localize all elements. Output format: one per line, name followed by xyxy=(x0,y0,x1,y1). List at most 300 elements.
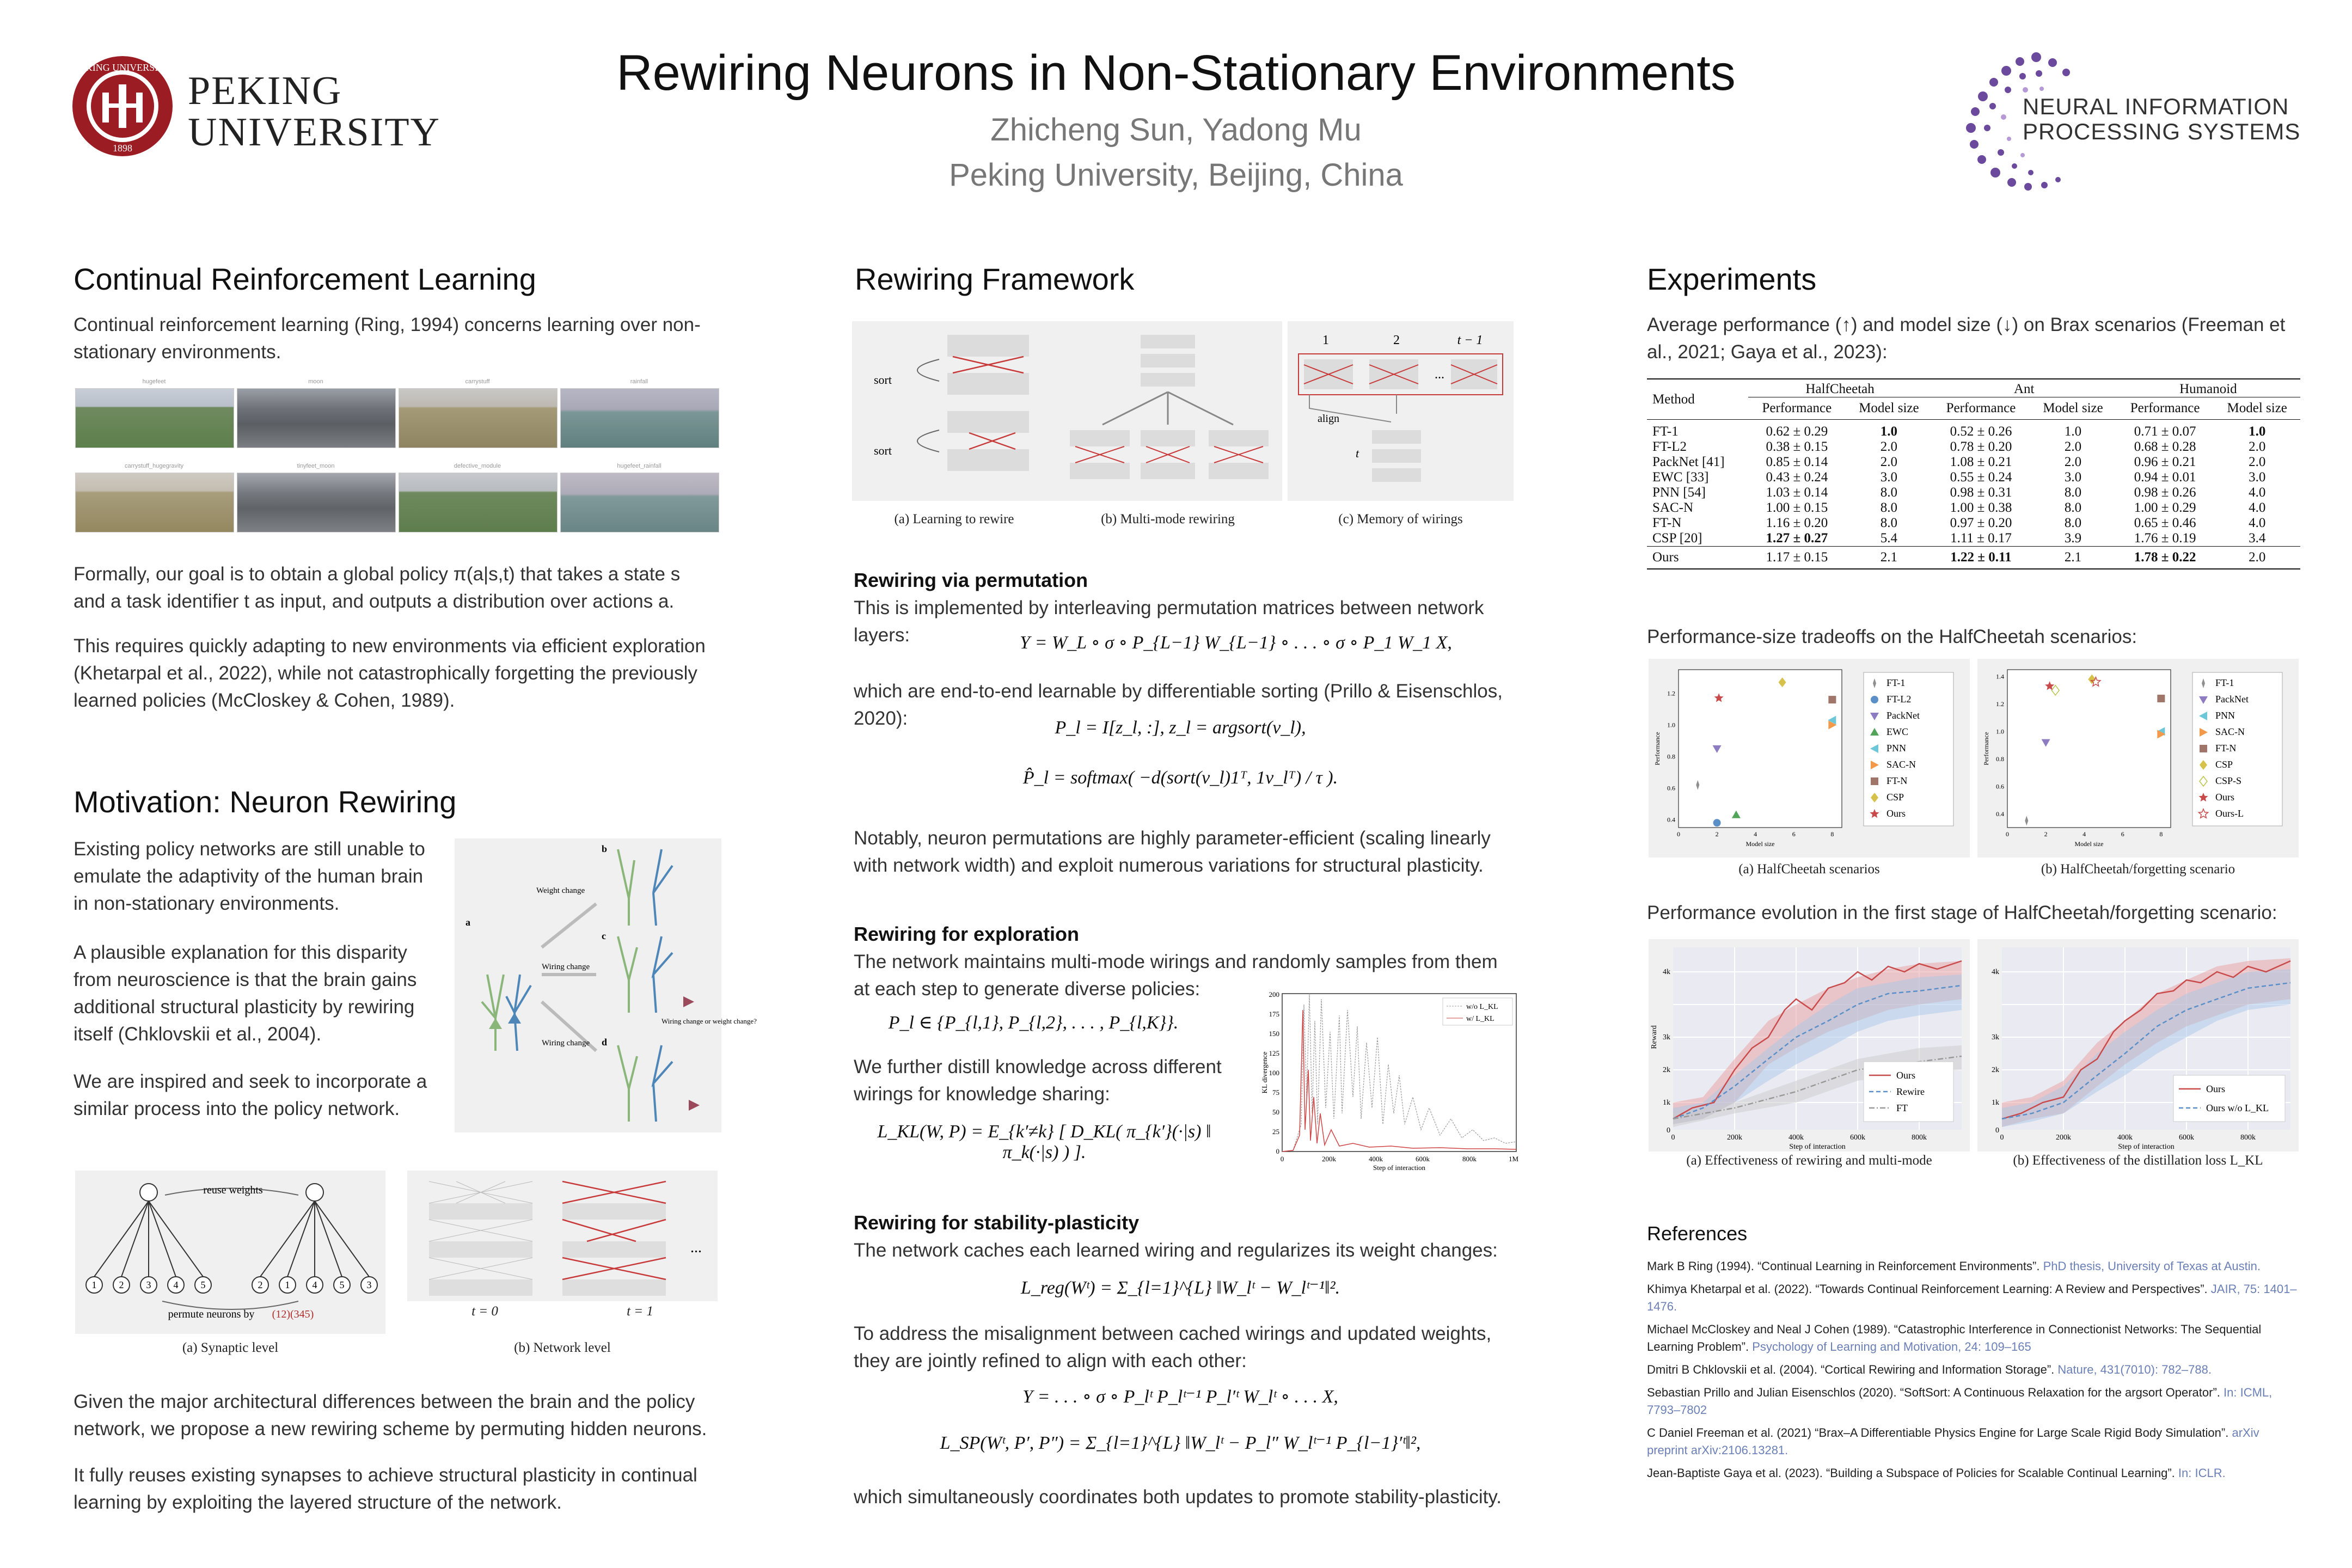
motivation-paragraph-5: It fully reuses existing synapses to achieve structural plasticity in continual learning by exploiting the layered structure of the network. xyxy=(74,1465,697,1513)
evo-b-ytick: 2k xyxy=(1992,1066,1999,1074)
node-label: 1 xyxy=(91,1279,97,1290)
table-cell: 3.9 xyxy=(2064,531,2082,546)
scatter-xtick: 4 xyxy=(2082,830,2086,838)
perm-equation-2: P_l = I[z_l, :], z_l = argsort(v_l), xyxy=(1055,718,1306,738)
table-cell: 0.43 ± 0.24 xyxy=(1766,470,1828,485)
mem-label-1: 1 xyxy=(1322,333,1329,347)
evo-b-ytick: 1k xyxy=(1992,1099,1999,1107)
results-table xyxy=(1647,378,2300,569)
node-label: 3 xyxy=(146,1279,151,1290)
thumb-label: hugefeet xyxy=(142,378,166,385)
table-subheader: Performance xyxy=(1946,401,2016,415)
table-cell: 3.4 xyxy=(2249,531,2266,546)
table-cell: EWC [33] xyxy=(1652,470,1709,485)
evo-a-xtick: 800k xyxy=(1912,1134,1927,1142)
node-label: 1 xyxy=(285,1279,290,1290)
motivation-paragraph-4: Given the major architectural differences between the brain and the policy network, we propose a new rewiring scheme by permuting hidden neurons. xyxy=(74,1391,707,1440)
stab-equation-3: L_SP(Wᵗ, P′, P″) = Σ_{l=1}^{L} ‖W_lᵗ − P_l″ W_lᵗ⁻¹ P_{l−1}′ᵗ‖², xyxy=(940,1433,1421,1453)
references-title: References xyxy=(1647,1222,1748,1245)
reference-venue: Nature, 431(7010): 782–788. xyxy=(2057,1363,2212,1376)
scatter-a-caption: (a) HalfCheetah scenarios xyxy=(1738,862,1880,877)
table-cell: 0.78 ± 0.20 xyxy=(1950,439,2012,454)
table-group-header: Ant xyxy=(1932,379,2116,397)
node-label: 4 xyxy=(173,1279,179,1290)
table-cell: 1.00 ± 0.38 xyxy=(1950,500,2012,515)
table-cell: 8.0 xyxy=(2064,485,2082,500)
evo-a-legend: Rewire xyxy=(1896,1086,1925,1097)
reference-text: C Daniel Freeman et al. (2021) “Brax–A Differentiable Physics Engine for Large Scale Rigid Body Simulation”. xyxy=(1647,1426,2229,1440)
scatter-ytick: 1.0 xyxy=(1667,721,1675,729)
kl-ytick: 100 xyxy=(1269,1069,1279,1077)
evo-b-ytick: 4k xyxy=(1992,968,1999,976)
kl-xtick: 0 xyxy=(1280,1155,1284,1163)
mem-t-label: t xyxy=(1356,446,1359,460)
table-row xyxy=(1647,420,2300,440)
reference-item xyxy=(1647,1384,2300,1419)
legend-label: FT-N xyxy=(2215,743,2237,754)
kl-ytick: 125 xyxy=(1269,1049,1279,1057)
mem-label-2: 2 xyxy=(1393,333,1400,347)
perm-paragraph-2: which are end-to-end learnable by differentiable sorting (Prillo & Eisenschlos, 2020): xyxy=(854,681,1503,729)
kl-xtick: 800k xyxy=(1462,1155,1477,1163)
legend-label: PNN xyxy=(1886,743,1907,754)
table-cell: 3.0 xyxy=(2249,470,2266,485)
table-cell: 1.78 ± 0.22 xyxy=(2134,550,2196,565)
framework-fig-c xyxy=(1288,321,1514,501)
table-group-header: Humanoid xyxy=(2116,379,2300,397)
table-method-header: Method xyxy=(1652,391,1695,407)
legend-label: PackNet xyxy=(2215,694,2249,705)
kl-ylabel: KL divergence xyxy=(1260,1051,1269,1094)
env-thumbnail xyxy=(399,473,558,532)
table-cell: 0.52 ± 0.26 xyxy=(1950,424,2012,439)
table-cell: FT-1 xyxy=(1652,424,1679,439)
explore-paragraph-1: The network maintains multi-mode wirings and randomly samples from them at each step to generate diverse policies: xyxy=(854,951,1498,1000)
sort-label-2: sort xyxy=(874,444,892,457)
legend-label: Ours xyxy=(1886,808,1906,819)
reference-text: Mark B Ring (1994). “Continual Learning in Reinforcement Environments”. xyxy=(1647,1259,2040,1273)
mem-label-3: t − 1 xyxy=(1457,333,1483,347)
legend-label: PNN xyxy=(2215,710,2235,721)
env-thumbnail xyxy=(75,473,234,532)
table-cell: 8.0 xyxy=(1880,485,1898,500)
reference-item xyxy=(1647,1258,2300,1275)
table-cell: 2.1 xyxy=(1880,550,1898,565)
fig-wiring-or-weight: Wiring change or weight change? xyxy=(661,1017,757,1025)
table-cell: 2.0 xyxy=(2249,439,2266,454)
motivation-paragraph-3: We are inspired and seek to incorporate a similar process into the policy network. xyxy=(74,1071,427,1119)
env-thumbnail xyxy=(75,388,234,448)
legend-label: CSP xyxy=(1886,792,1904,803)
reference-item xyxy=(1647,1321,2300,1356)
pku-name-line1: PEKING xyxy=(188,69,342,113)
scatter-ytick: 1.2 xyxy=(1667,689,1675,697)
scatter-ytick: 1.4 xyxy=(1996,672,2004,681)
perm-equation-1: Y = W_L ∘ σ ∘ P_{L−1} W_{L−1} ∘ . . . ∘ σ ∘ P_1 W_1 X, xyxy=(1020,633,1452,653)
evo-b-xlabel: Step of interaction xyxy=(2118,1143,2175,1151)
fig-weight-change: Weight change xyxy=(536,886,585,895)
kl-ytick: 200 xyxy=(1269,990,1279,999)
kl-legend-1: w/o L_KL xyxy=(1466,1003,1498,1011)
framework-caption-c: (c) Memory of wirings xyxy=(1338,512,1463,526)
evo-b-xtick: 0 xyxy=(2000,1134,2004,1142)
table-cell: 1.76 ± 0.19 xyxy=(2134,531,2196,546)
legend-label: SAC-N xyxy=(1886,759,1916,770)
table-cell: 1.0 xyxy=(2064,424,2082,439)
table-cell: 2.0 xyxy=(1880,455,1898,469)
legend-label: FT-1 xyxy=(2215,677,2234,688)
table-cell: 1.11 ± 0.17 xyxy=(1950,531,2012,546)
table-cell: 0.98 ± 0.31 xyxy=(1950,485,2012,500)
network-dots: ... xyxy=(690,1239,702,1256)
reuse-weights-label: reuse weights xyxy=(203,1184,263,1196)
evo-a-legend: FT xyxy=(1896,1102,1908,1113)
table-cell: 2.0 xyxy=(2249,550,2266,565)
table-row xyxy=(1647,470,2300,485)
table-cell: CSP [20] xyxy=(1652,531,1702,546)
reference-text: Khimya Khetarpal et al. (2022). “Towards Continual Reinforcement Learning: A Review and Perspectives”. xyxy=(1647,1282,2208,1296)
neurips-logo xyxy=(1955,46,2303,193)
fig-label-b: b xyxy=(602,843,608,854)
kl-xtick: 600k xyxy=(1416,1155,1430,1163)
table-row xyxy=(1647,500,2300,516)
stab-title: Rewiring for stability-plasticity xyxy=(854,1211,1140,1234)
scatter-xtick: 2 xyxy=(1715,830,1719,838)
table-cell: 3.0 xyxy=(1880,470,1898,485)
evolution-plot-a xyxy=(1649,939,1970,1152)
table-row xyxy=(1647,455,2300,470)
table-cell: Ours xyxy=(1652,550,1679,565)
table-cell: 0.38 ± 0.15 xyxy=(1766,439,1828,454)
thumb-label: tinyfeet_moon xyxy=(297,463,335,469)
table-cell: 8.0 xyxy=(1880,516,1898,530)
section-title-framework: Rewiring Framework xyxy=(855,262,1135,296)
node-label: 3 xyxy=(366,1279,372,1290)
reference-venue: arXiv preprint arXiv:2106.13281. xyxy=(1647,1426,2259,1457)
poster-affiliation: Peking University, Beijing, China xyxy=(949,157,1403,193)
kl-xlabel: Step of interaction xyxy=(1373,1163,1426,1172)
table-subheader: Model size xyxy=(2043,401,2103,415)
table-cell: FT-N xyxy=(1652,516,1682,530)
table-cell: 1.03 ± 0.14 xyxy=(1766,485,1828,500)
reference-venue: JAIR, 75: 1401–1476. xyxy=(1647,1282,2297,1313)
scatter-xlabel: Model size xyxy=(1745,840,1775,848)
scatter-xtick: 4 xyxy=(1754,830,1757,838)
scatter-ytick: 0.4 xyxy=(1667,816,1675,824)
scatter-xtick: 0 xyxy=(1677,830,1680,838)
table-cell: PackNet [41] xyxy=(1652,455,1725,469)
scatter-b-caption: (b) HalfCheetah/forgetting scenario xyxy=(2041,862,2235,877)
motivation-paragraph-1: Existing policy networks are still unable to emulate the adaptivity of the human brain in non-stationary environments. xyxy=(74,838,425,914)
evo-b-legend: Ours xyxy=(2206,1083,2225,1094)
kl-ytick: 50 xyxy=(1272,1108,1279,1116)
kl-ytick: 175 xyxy=(1269,1010,1279,1018)
evo-a-ytick: 2k xyxy=(1663,1066,1670,1074)
node-label: 2 xyxy=(119,1279,124,1290)
perm-equation-3: P̂_l = softmax( −d(sort(v_l)1ᵀ, 1v_lᵀ) / τ ). xyxy=(1022,768,1338,788)
framework-caption-a: (a) Learning to rewire xyxy=(894,512,1014,526)
table-cell: 4.0 xyxy=(2249,485,2266,500)
explore-equation-2: L_KL(W, P) = E_{k′≠k} [ D_KL( π_{k′}(·|s) ‖ π_k(·|s) ) ]. xyxy=(877,1122,1211,1162)
evo-a-legend: Ours xyxy=(1896,1070,1915,1081)
fig-label-a: a xyxy=(465,917,470,928)
scatter-xlabel: Model size xyxy=(2074,840,2104,848)
table-cell: 0.62 ± 0.29 xyxy=(1766,424,1828,439)
stab-paragraph-2: To address the misalignment between cached wirings and updated weights, they are jointly refined to align with each other: xyxy=(854,1323,1492,1371)
evo-a-ytick: 1k xyxy=(1663,1099,1670,1107)
references-list xyxy=(1647,1258,2300,1487)
mem-dots: ... xyxy=(1435,367,1444,382)
kl-xtick: 1M xyxy=(1508,1155,1519,1163)
neuron-rewiring-figure xyxy=(455,838,757,1132)
stab-equation-2: Y = . . . ∘ σ ∘ P_lᵗ P_lᵗ⁻¹ P_l′ᵗ W_lᵗ ∘ . . . X, xyxy=(1022,1387,1338,1407)
table-row-ours xyxy=(1647,547,2300,569)
framework-caption-b: (b) Multi-mode rewiring xyxy=(1101,512,1235,526)
section-title-motivation: Motivation: Neuron Rewiring xyxy=(74,785,457,819)
scatter-ylabel: Performance xyxy=(1653,732,1661,765)
scatter-ytick: 0.4 xyxy=(1996,810,2004,818)
scatter-xtick: 0 xyxy=(2006,830,2009,838)
scatter-xtick: 6 xyxy=(1792,830,1796,838)
synaptic-caption: (a) Synaptic level xyxy=(182,1340,279,1355)
evo-b-ytick: 3k xyxy=(1992,1033,1999,1042)
experiments-intro: Average performance (↑) and model size (↓) on Brax scenarios (Freeman et al., 2021; Gaya et al., 2023): xyxy=(1647,314,2286,363)
perm-cycle: (12)(345) xyxy=(272,1308,314,1320)
table-cell: 0.65 ± 0.46 xyxy=(2134,516,2196,530)
scatter-xtick: 6 xyxy=(2121,830,2124,838)
table-cell: 1.0 xyxy=(2249,424,2266,439)
table-cell: 3.0 xyxy=(2064,470,2082,485)
kl-ytick: 75 xyxy=(1272,1088,1279,1097)
neurips-name-line1: NEURAL INFORMATION xyxy=(2023,94,2289,119)
table-cell: 1.00 ± 0.15 xyxy=(1766,500,1828,515)
scatter-point xyxy=(1828,696,1836,703)
evo-b-xtick: 400k xyxy=(2117,1134,2133,1142)
scatter-halfcheetah xyxy=(1649,659,1970,857)
reference-item xyxy=(1647,1465,2300,1482)
net-t0-label: t = 0 xyxy=(471,1304,498,1319)
legend-marker xyxy=(1871,696,1878,703)
table-cell: 0.97 ± 0.20 xyxy=(1950,516,2012,530)
net-t1-label: t = 1 xyxy=(627,1304,653,1319)
crl-paragraph-1: Continual reinforcement learning (Ring, 1994) concerns learning over non-stationary environments. xyxy=(74,314,701,363)
evo-a-ytick: 4k xyxy=(1663,968,1670,976)
table-cell: 5.4 xyxy=(1880,531,1898,546)
reference-venue: PhD thesis, University of Texas at Austin. xyxy=(2043,1259,2261,1273)
align-label: align xyxy=(1318,413,1339,425)
evo-b-xtick: 800k xyxy=(2240,1134,2256,1142)
synaptic-level-figure xyxy=(75,1171,385,1334)
stab-paragraph-1: The network caches each learned wiring and regularizes its weight changes: xyxy=(854,1240,1498,1261)
legend-label: FT-L2 xyxy=(1886,694,1912,705)
table-cell: 0.96 ± 0.21 xyxy=(2134,455,2196,469)
crl-paragraph-3: This requires quickly adapting to new environments via efficient exploration (Khetarpal et al., 2022), while not catastrophically forgetting the previously learned policies (McCloskey & Cohen, 1989). xyxy=(74,635,706,711)
framework-fig-a xyxy=(852,321,1056,501)
table-cell: 0.71 ± 0.07 xyxy=(2134,424,2196,439)
reference-venue: In: ICML, 7793–7802 xyxy=(1647,1386,2273,1417)
scatter-ylabel: Performance xyxy=(1982,732,1990,765)
legend-label: EWC xyxy=(1886,726,1908,737)
evo-a-caption: (a) Effectiveness of rewiring and multi-mode xyxy=(1686,1153,1932,1168)
scatter-xtick: 2 xyxy=(2044,830,2048,838)
evo-a-ytick: 0 xyxy=(1667,1126,1670,1135)
fig-wiring-change-c: Wiring change xyxy=(542,963,590,971)
table-cell: 1.0 xyxy=(1880,424,1898,439)
node-label: 2 xyxy=(258,1279,263,1290)
section-title-experiments: Experiments xyxy=(1647,262,1817,296)
thumb-label: hugefeet_rainfall xyxy=(617,463,661,469)
environment-thumbnails xyxy=(75,378,718,542)
evo-b-xtick: 600k xyxy=(2179,1134,2194,1142)
scatter-ytick: 0.8 xyxy=(1667,752,1675,761)
table-group-header: HalfCheetah xyxy=(1748,379,1932,397)
reference-item xyxy=(1647,1424,2300,1459)
reference-text: Dmitri B Chklovskii et al. (2004). “Cortical Rewiring and Information Storage”. xyxy=(1647,1363,2055,1376)
legend-label: CSP xyxy=(2215,759,2233,770)
scatter-point xyxy=(2157,695,2165,702)
reference-item xyxy=(1647,1281,2300,1315)
node-label: 5 xyxy=(200,1279,206,1290)
reference-text: Sebastian Prillo and Julian Eisenschlos (2020). “SoftSort: A Continuous Relaxation for the argsort Operator”. xyxy=(1647,1386,2220,1399)
section-title-crl: Continual Reinforcement Learning xyxy=(74,262,536,296)
table-cell: 2.0 xyxy=(1880,439,1898,454)
kl-xtick: 200k xyxy=(1322,1155,1336,1163)
thumb-label: rainfall xyxy=(630,378,648,385)
table-cell: 1.17 ± 0.15 xyxy=(1766,550,1828,565)
table-cell: FT-L2 xyxy=(1652,439,1687,454)
table-cell: 8.0 xyxy=(2064,516,2082,530)
reference-venue: In: ICLR. xyxy=(2178,1466,2226,1480)
table-cell: 0.94 ± 0.01 xyxy=(2134,470,2196,485)
scatter-ytick: 0.8 xyxy=(1996,755,2004,763)
table-row xyxy=(1647,516,2300,531)
evo-b-caption: (b) Effectiveness of the distillation loss L_KL xyxy=(2013,1153,2263,1168)
scatter-ytick: 1.0 xyxy=(1996,727,2004,736)
legend-label: Ours xyxy=(2215,792,2234,803)
table-cell: 1.16 ± 0.20 xyxy=(1766,516,1828,530)
table-subheader: Model size xyxy=(2227,401,2287,415)
env-thumbnail xyxy=(560,388,719,448)
legend-label: Ours-L xyxy=(2215,808,2244,819)
scatter-xtick: 8 xyxy=(1830,830,1834,838)
table-cell: 8.0 xyxy=(2064,500,2082,515)
scatter-forgetting xyxy=(1977,659,2299,857)
evo-a-xtick: 200k xyxy=(1727,1134,1742,1142)
table-cell: 4.0 xyxy=(2249,500,2266,515)
table-cell: 0.85 ± 0.14 xyxy=(1766,455,1828,469)
svg-text:PEKING UNIVERSITY: PEKING UNIVERSITY xyxy=(74,62,171,73)
table-row xyxy=(1647,531,2300,547)
permute-label: permute neurons by xyxy=(168,1308,255,1320)
table-cell: 1.22 ± 0.11 xyxy=(1950,550,2012,565)
framework-fig-b xyxy=(1054,321,1282,501)
reference-venue: Psychology of Learning and Motivation, 24: 109–165 xyxy=(1752,1340,2031,1353)
thumb-label: carrystuff xyxy=(465,378,490,385)
env-thumbnail xyxy=(399,388,558,448)
table-cell: 2.1 xyxy=(2064,550,2082,565)
table-cell: 1.27 ± 0.27 xyxy=(1766,531,1828,546)
thumb-label: defective_module xyxy=(454,463,501,469)
evo-a-ylabel: Reward xyxy=(1650,1025,1658,1049)
thumb-label: moon xyxy=(308,378,323,385)
evo-b-legend: Ours w/o L_KL xyxy=(2206,1102,2269,1113)
perm-title: Rewiring via permutation xyxy=(854,569,1088,591)
evo-a-xtick: 600k xyxy=(1850,1134,1865,1142)
env-thumbnail xyxy=(237,388,396,448)
network-caption: (b) Network level xyxy=(514,1340,611,1355)
fig-label-c: c xyxy=(602,930,606,941)
pku-name-line2: UNIVERSITY xyxy=(188,110,440,155)
kl-ytick: 25 xyxy=(1272,1128,1279,1136)
reference-text: Michael McCloskey and Neal J Cohen (1989). “Catastrophic Interference in Connectionist Networks: The Sequential Learning Problem”. xyxy=(1647,1322,2262,1353)
scatter-ytick: 0.6 xyxy=(1667,784,1675,792)
poster-authors: Zhicheng Sun, Yadong Mu xyxy=(990,112,1362,148)
thumb-label: carrystuff_hugegravity xyxy=(124,463,184,469)
perm-paragraph-3: Notably, neuron permutations are highly parameter-efficient (scaling linearly with network width) and exploit numerous variations for structural plasticity. xyxy=(854,828,1491,876)
legend-label: FT-N xyxy=(1886,775,1908,786)
table-cell: 2.0 xyxy=(2249,455,2266,469)
sort-label-1: sort xyxy=(874,373,892,387)
table-cell: 4.0 xyxy=(2249,516,2266,530)
table-subheader: Performance xyxy=(1762,401,1832,415)
table-cell: 2.0 xyxy=(2064,455,2082,469)
node-label: 5 xyxy=(339,1279,345,1290)
table-cell: 1.08 ± 0.21 xyxy=(1950,455,2012,469)
legend-label: FT-1 xyxy=(1886,677,1906,688)
svg-text:1898: 1898 xyxy=(113,143,132,154)
evo-a-xlabel: Step of interaction xyxy=(1789,1143,1846,1151)
explore-title: Rewiring for exploration xyxy=(854,923,1080,945)
env-thumbnail xyxy=(560,473,719,532)
reference-text: Jean-Baptiste Gaya et al. (2023). “Building a Subspace of Policies for Scalable Continual Learning”. xyxy=(1647,1466,2175,1480)
kl-legend-2: w/ L_KL xyxy=(1466,1015,1494,1023)
fig-wiring-change-d: Wiring change xyxy=(542,1039,590,1048)
legend-label: PackNet xyxy=(1886,710,1920,721)
crl-paragraph-2: Formally, our goal is to obtain a global policy π(a|s,t) that takes a state s and a task identifier t as input, and outputs a distribution over actions a. xyxy=(74,564,681,612)
explore-equation-1: P_l ∈ {P_{l,1}, P_{l,2}, . . . , P_{l,K}}. xyxy=(888,1013,1179,1033)
table-cell: SAC-N xyxy=(1652,500,1694,515)
table-cell: 0.55 ± 0.24 xyxy=(1950,470,2012,485)
explore-paragraph-2: We further distill knowledge across different wirings for knowledge sharing: xyxy=(854,1056,1222,1105)
legend-marker xyxy=(2200,745,2207,752)
evolution-plot-b xyxy=(1977,939,2299,1152)
scatter-xtick: 8 xyxy=(2159,830,2163,838)
tradeoff-title: Performance-size tradeoffs on the HalfCheetah scenarios: xyxy=(1647,626,2137,647)
evolution-title: Performance evolution in the first stage of HalfCheetah/forgetting scenario: xyxy=(1647,902,2277,923)
stab-paragraph-3: which simultaneously coordinates both updates to promote stability-plasticity. xyxy=(854,1486,1502,1508)
table-cell: PNN [54] xyxy=(1652,485,1706,500)
neurips-name-line2: PROCESSING SYSTEMS xyxy=(2023,119,2301,144)
evo-a-xtick: 0 xyxy=(1671,1134,1675,1142)
poster-title: Rewiring Neurons in Non-Stationary Environments xyxy=(616,45,1736,101)
table-subheader: Model size xyxy=(1859,401,1919,415)
stab-equation-1: L_reg(Wᵗ) = Σ_{l=1}^{L} ‖W_lᵗ − W_lᵗ⁻¹‖². xyxy=(1020,1278,1340,1298)
table-row xyxy=(1647,485,2300,500)
network-level-figure xyxy=(407,1171,718,1301)
evo-a-ytick: 3k xyxy=(1663,1033,1670,1042)
reference-item xyxy=(1647,1361,2300,1379)
env-thumbnail xyxy=(237,473,396,532)
scatter-ytick: 1.2 xyxy=(1996,700,2004,708)
fig-label-d: d xyxy=(602,1037,608,1048)
motivation-paragraph-2: A plausible explanation for this disparity from neuroscience is that the brain gains additional structural plasticity by rewiring itself (Chklovskii et al., 2004). xyxy=(74,942,417,1045)
perm-paragraph-1: This is implemented by interleaving permutation matrices between network layers: xyxy=(854,597,1484,646)
table-cell: 0.98 ± 0.26 xyxy=(2134,485,2196,500)
legend-label: SAC-N xyxy=(2215,726,2245,737)
table-row xyxy=(1647,439,2300,455)
table-body xyxy=(1647,420,2300,547)
scatter-ytick: 0.6 xyxy=(1996,782,2004,791)
